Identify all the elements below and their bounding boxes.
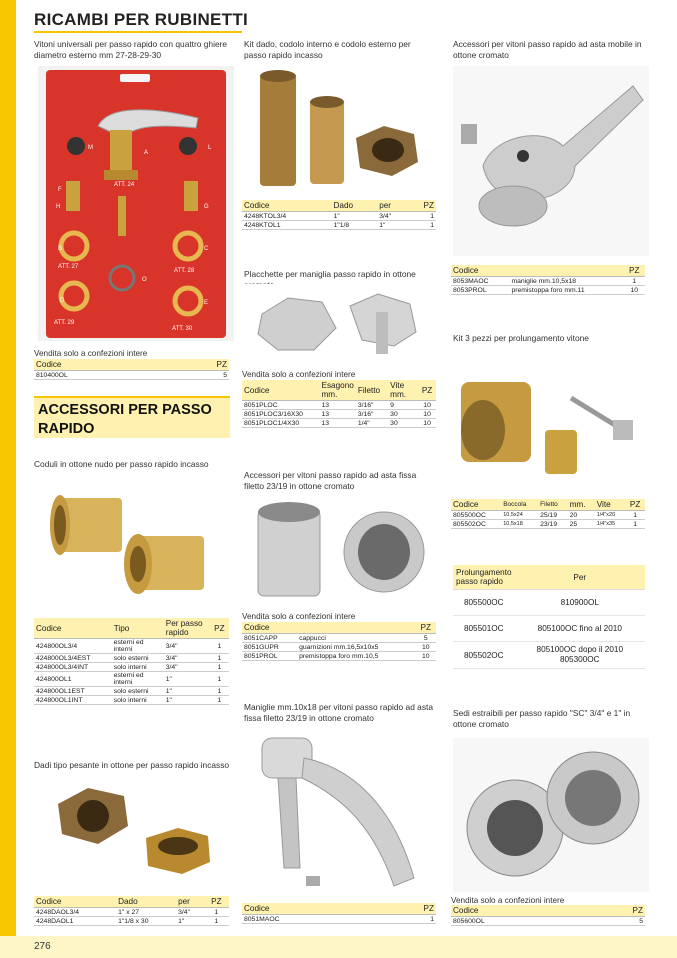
card-label: G bbox=[204, 204, 209, 210]
title-underline bbox=[34, 31, 242, 33]
asta-fissa-product-photo bbox=[244, 496, 434, 610]
prolungamento-table: Prolungamento passo rapido Per 805500OC 810900OL 805501OC 805100OC fino al 2010 805502OC 805100OC dopo il 2010 805300OC bbox=[453, 565, 645, 669]
table-row: 8053PROL premistoppa foro mm.11 10 bbox=[451, 286, 645, 295]
asta-mobile-product-photo bbox=[453, 66, 649, 256]
page-title: RICAMBI PER RUBINETTI bbox=[34, 10, 249, 29]
maniglie-product-photo bbox=[244, 728, 434, 898]
table-row: 424800OL3/4 esterni ed interni 3/4" 1 bbox=[34, 639, 229, 654]
card-label: D bbox=[60, 298, 65, 304]
vitoni-note: Vendita solo a confezioni intere bbox=[34, 349, 148, 358]
section-header-accessori: ACCESSORI PER PASSO RAPIDO bbox=[34, 396, 230, 438]
table-row: 8051MAOC 1 bbox=[244, 915, 434, 923]
table-row: 424800OL3/4INT solo interni 3/4" 1 bbox=[34, 663, 229, 672]
coduli-caption: Coduli in ottone nudo per passo rapido incasso bbox=[34, 459, 209, 469]
page-footer-band bbox=[0, 936, 677, 958]
sedi-caption: Sedi estraibili per passo rapido "SC" 3/4" e 1" in ottone cromato bbox=[453, 708, 631, 729]
table-row: 8051PROL premistoppa foro mm.10,5 10 bbox=[242, 652, 436, 661]
table-row: 805502OC 10,5x18 23/19 25 1/4"x35 1 bbox=[451, 520, 645, 529]
card-label: F bbox=[58, 187, 62, 193]
table-row: 424800OL1 esterni ed interni 1" 1 bbox=[34, 672, 229, 687]
sedi-note: Vendita solo a confezioni intere bbox=[451, 896, 565, 905]
table-row: 4248DAOL1 1"1/8 x 30 1" 1 bbox=[34, 917, 229, 926]
table-row: 805500OC 810900OL bbox=[453, 590, 645, 616]
card-label: ATT. 30 bbox=[172, 326, 193, 332]
card-label: B bbox=[58, 246, 63, 252]
card-label: ATT. 29 bbox=[54, 320, 75, 326]
kit-dado-caption: Kit dado, codolo interno e codolo esterno per passo rapido incasso bbox=[244, 39, 411, 60]
table-row: 424800OL1EST solo esterni 1" 1 bbox=[34, 687, 229, 696]
card-label: L bbox=[208, 145, 212, 151]
kit-dado-table: Codice Dado per PZ 4248KTOL3/4 1" 3/4" 1 4248KTOL1 1"1/8 1" 1 bbox=[244, 201, 434, 229]
card-label: E bbox=[204, 300, 209, 306]
table-row: 805500OC 10,5x24 25/19 20 1/4"x20 1 bbox=[451, 511, 645, 520]
sedi-table: Codice PZ 805600OL 5 bbox=[453, 906, 643, 925]
table-row: 4248DAOL3/4 1" x 27 3/4" 1 bbox=[34, 908, 229, 917]
table-row: 424800OL3/4EST solo esterni 3/4" 1 bbox=[34, 654, 229, 663]
vitoni-product-photo bbox=[38, 66, 234, 341]
dadi-table: Codice Dado per PZ 4248DAOL3/4 1" x 27 3/4" 1 4248DAOL1 1"1/8 x 30 1" 1 bbox=[34, 896, 229, 926]
table-row: 810400OL 5 bbox=[36, 371, 227, 379]
coduli-product-photo bbox=[38, 480, 234, 606]
asta-mobile-caption: Accessori per vitoni passo rapido ad asta mobile in ottone cromato bbox=[453, 39, 642, 60]
placchette-product-photo bbox=[244, 284, 434, 368]
table-row: 805600OL 5 bbox=[453, 917, 643, 925]
card-label: H bbox=[56, 204, 61, 210]
table-row: 8053MAOC maniglie mm.10,5x18 1 bbox=[451, 277, 645, 286]
table-row: 8051GUPR guarnizioni mm.16,5x10x5 10 bbox=[242, 643, 436, 652]
card-label: ATT. 24 bbox=[114, 182, 135, 188]
table-row: 424800OL1INT solo interni 1" 1 bbox=[34, 696, 229, 705]
card-label: ATT. 28 bbox=[174, 268, 195, 274]
asta-fissa-table: Codice PZ 8051CAPP cappucci 5 8051GUPR guarnizioni mm.16,5x10x5 10 8051PROL premistoppa foro mm.10,5 10 bbox=[242, 622, 436, 661]
asta-fissa-caption: Accessori per vitoni passo rapido ad asta fissa filetto 23/19 in ottone cromato bbox=[244, 470, 417, 491]
asta-fissa-note: Vendita solo a confezioni intere bbox=[242, 612, 356, 621]
page-edge-bar bbox=[0, 0, 16, 958]
table-row: 8051PLOC1/4X30 13 1/4" 30 10 bbox=[242, 419, 436, 428]
maniglie-caption: Maniglie mm.10x18 per vitoni passo rapido ad asta fissa filetto 23/19 in ottone cromato bbox=[244, 702, 434, 723]
card-label: O bbox=[142, 277, 147, 283]
table-row: 8051CAPP cappucci 5 bbox=[242, 634, 436, 643]
table-row: 4248KTOL3/4 1" 3/4" 1 bbox=[244, 212, 434, 220]
vitoni-caption: Vitoni universali per passo rapido con quattro ghiere diametro esterno mm 27-28-29-30 bbox=[34, 39, 228, 60]
asta-mobile-table: Codice PZ 8053MAOC maniglie mm.10,5x18 1 8053PROL premistoppa foro mm.11 10 bbox=[451, 265, 645, 295]
table-row: 8051PLOC3/16X30 13 3/16" 30 10 bbox=[242, 410, 436, 419]
placchette-caption: Placchette per maniglia passo rapido in ottone bbox=[244, 269, 416, 279]
placchette-note: Vendita solo a confezioni intere bbox=[242, 370, 356, 379]
card-label: ATT. 27 bbox=[58, 264, 79, 270]
kit3-table: Codice Boccola Filetto mm. Vite PZ 805500OC 10,5x24 25/19 20 1/4"x20 1 805502OC 10,5x18 23/19 25 1/4"x35 1 bbox=[451, 499, 645, 529]
page-number: 276 bbox=[34, 941, 51, 952]
placchette-table: Codice Esagono mm. Filetto Vite mm. PZ 8051PLOC 13 3/16" 9 10 8051PLOC3/16X30 13 3/16" 30 10 8051PLOC1/4X30 13 1/4" 30 10 bbox=[242, 380, 436, 428]
vitoni-table: Codice PZ 810400OL 5 bbox=[36, 360, 227, 379]
kit-dado-product-photo bbox=[244, 64, 434, 198]
dadi-caption: Dadi tipo pesante in ottone per passo rapido incasso bbox=[34, 760, 230, 770]
kit3-product-photo bbox=[453, 358, 649, 494]
card-label: C bbox=[204, 246, 209, 252]
coduli-table: Codice Tipo Per passo rapido PZ 424800OL3/4 esterni ed interni 3/4" 1 424800OL3/4EST solo esterni 3/4" 1 424800OL3/4INT solo interni 3/4" 1 424800OL1 esterni ed interni 1" 1 424800OL1EST solo esterni 1" 1 424800OL1INT solo interni 1" 1 bbox=[34, 618, 229, 705]
kit3-caption: Kit 3 pezzi per prolungamento vitone bbox=[453, 333, 589, 343]
sedi-product-photo bbox=[453, 738, 649, 892]
maniglie-table: Codice PZ 8051MAOC 1 bbox=[244, 904, 434, 923]
table-row: 4248KTOL1 1"1/8 1" 1 bbox=[244, 221, 434, 229]
card-label: A bbox=[144, 150, 149, 156]
card-label: M bbox=[88, 145, 93, 151]
table-row: 805501OC 805100OC fino al 2010 bbox=[453, 616, 645, 642]
table-row: 805502OC 805100OC dopo il 2010 805300OC bbox=[453, 642, 645, 669]
dadi-product-photo bbox=[38, 774, 234, 890]
table-row: 8051PLOC 13 3/16" 9 10 bbox=[242, 401, 436, 410]
